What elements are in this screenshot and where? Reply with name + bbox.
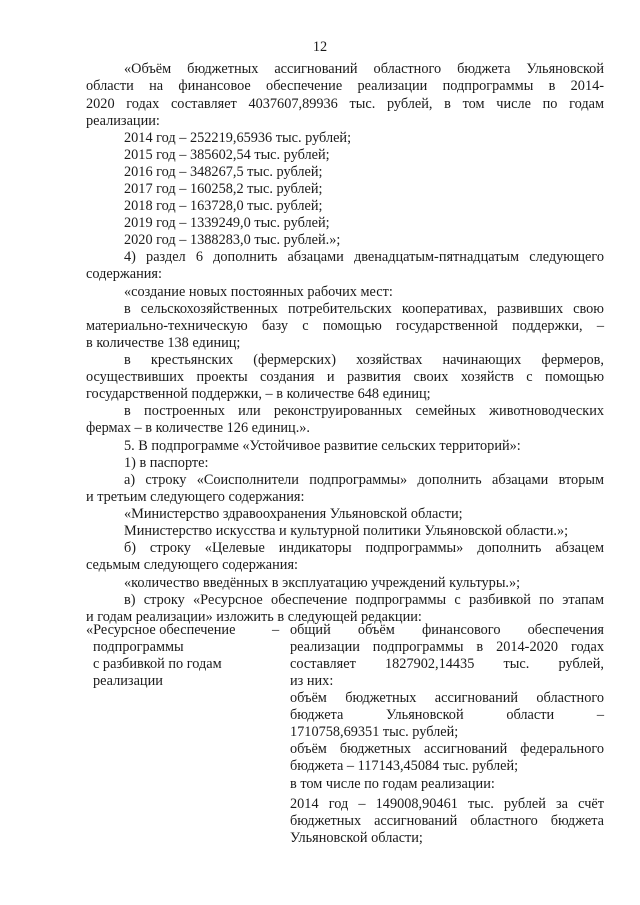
table-left-cell-line: «Ресурсное обеспечение xyxy=(86,622,236,638)
table-right-cell-line: 1710758,69351 тыс. рублей; xyxy=(290,724,459,740)
table-right-cell-line: бюджета – 117143,45084 тыс. рублей; xyxy=(290,758,519,774)
text-line: 2018 год – 163728,0 тыс. рублей; xyxy=(124,198,323,214)
table-dash: – xyxy=(272,622,280,638)
text-line: 2015 год – 385602,54 тыс. рублей; xyxy=(124,147,330,163)
table-right-cell-line: бюджета Ульяновской области – xyxy=(290,707,604,723)
text-line: 5. В подпрограмме «Устойчивое развитие сельских территорий»: xyxy=(124,438,521,454)
table-right-cell-line: объём бюджетных ассигнований федерального xyxy=(290,741,604,757)
text-line: «Объём бюджетных ассигнований областного бюджета Ульяновской xyxy=(124,61,604,77)
table-right-cell-line: Ульяновской области; xyxy=(290,830,423,846)
text-line: государственной поддержки, – в количестве 648 единиц; xyxy=(86,386,431,402)
text-line: 2020 годах составляет 4037607,89936 тыс. рублей, в том числе по годам xyxy=(86,96,604,112)
table-right-cell-line: 2014 год – 149008,90461 тыс. рублей за счёт xyxy=(290,796,604,812)
text-line: в) строку «Ресурсное обеспечение подпрограммы с разбивкой по этапам xyxy=(124,592,604,608)
text-line: фермах – в количестве 126 единиц.». xyxy=(86,420,310,436)
text-line: 2017 год – 160258,2 тыс. рублей; xyxy=(124,181,323,197)
text-line: 2020 год – 1388283,0 тыс. рублей.»; xyxy=(124,232,341,248)
text-line: в сельскохозяйственных потребительских кооперативах, развивших свою xyxy=(124,301,604,317)
table-right-cell-line: бюджетных ассигнований областного бюджета xyxy=(290,813,604,829)
text-line: 2016 год – 348267,5 тыс. рублей; xyxy=(124,164,323,180)
text-line: Министерство искусства и культурной политики Ульяновской области.»; xyxy=(124,523,569,539)
text-line: 2019 год – 1339249,0 тыс. рублей; xyxy=(124,215,330,231)
text-line: реализации: xyxy=(86,113,160,129)
text-line: осуществивших проекты создания и развития своих хозяйств с помощью xyxy=(86,369,604,385)
page-number: 12 xyxy=(312,39,328,55)
text-line: 1) в паспорте: xyxy=(124,455,209,471)
text-line: «создание новых постоянных рабочих мест: xyxy=(124,284,393,300)
text-line: материально-техническую базу с помощью государственной поддержки, – xyxy=(86,318,604,334)
text-line: содержания: xyxy=(86,266,162,282)
table-left-cell-line: с разбивкой по годам xyxy=(93,656,222,672)
table-left-cell-line: подпрограммы xyxy=(93,639,184,655)
table-right-cell-line: реализации подпрограммы в 2014-2020 годах xyxy=(290,639,604,655)
table-left-cell-line: реализации xyxy=(93,673,163,689)
text-line: а) строку «Соисполнители подпрограммы» дополнить абзацами вторым xyxy=(124,472,604,488)
text-line: «Министерство здравоохранения Ульяновской области; xyxy=(124,506,463,522)
text-line: области на финансовое обеспечение реализации подпрограммы в 2014- xyxy=(86,78,604,94)
text-line: б) строку «Целевые индикаторы подпрограммы» дополнить абзацем xyxy=(124,540,604,556)
text-line: в количестве 138 единиц; xyxy=(86,335,241,351)
table-right-cell-line: общий объём финансового обеспечения xyxy=(290,622,604,638)
text-line: и годам реализации» изложить в следующей редакции: xyxy=(86,609,422,625)
text-line: в крестьянских (фермерских) хозяйствах начинающих фермеров, xyxy=(124,352,604,368)
text-line: в построенных или реконструированных семейных животноводческих xyxy=(124,403,604,419)
table-right-cell-line: составляет 1827902,14435 тыс. рублей, xyxy=(290,656,604,672)
text-line: «количество введённых в эксплуатацию учреждений культуры.»; xyxy=(124,575,521,591)
table-right-cell-line: в том числе по годам реализации: xyxy=(290,776,495,792)
text-line: седьмым следующего содержания: xyxy=(86,557,298,573)
table-right-cell-line: из них: xyxy=(290,673,334,689)
text-line: 4) раздел 6 дополнить абзацами двенадцатым-пятнадцатым следующего xyxy=(124,249,604,265)
table-right-cell-line: объём бюджетных ассигнований областного xyxy=(290,690,604,706)
text-line: и третьим следующего содержания: xyxy=(86,489,305,505)
text-line: 2014 год – 252219,65936 тыс. рублей; xyxy=(124,130,352,146)
